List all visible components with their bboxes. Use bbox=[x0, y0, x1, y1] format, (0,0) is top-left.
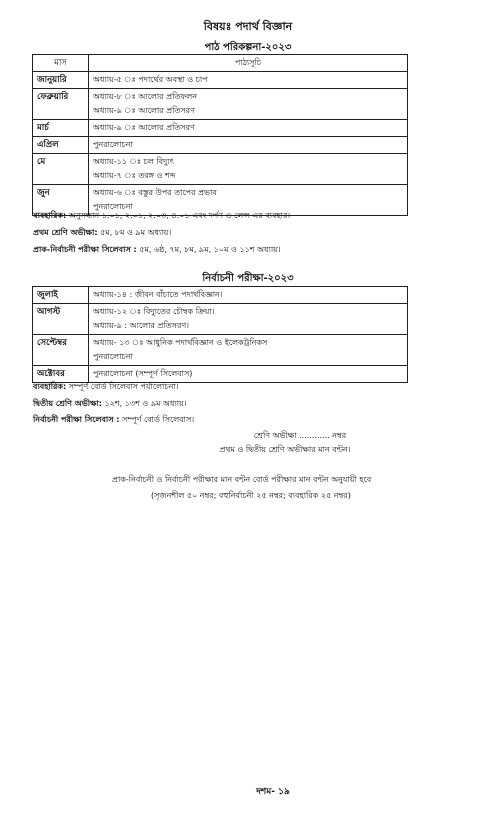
pre-selection-syllabus-note: প্রাক-নির্বাচনী পরীক্ষা সিলেবাস : ৫ম, ৬ষ্ঠ, ৭ম, ৮ম, ৯ম, ১০ম ও ১১শ অধ্যায়। bbox=[33, 245, 281, 254]
table-row bbox=[33, 89, 408, 120]
content-line: অধ্যায়-৮ ঃ আলোর প্রতিফলন bbox=[93, 92, 197, 101]
content-cell bbox=[89, 137, 408, 154]
content-line: পুনরালোচনা bbox=[93, 352, 133, 361]
content-line: অধ্যায়- ১৩ ঃ আধুনিক পদার্থবিজ্ঞান ও ইলেকট্রনিকস bbox=[93, 338, 268, 347]
lesson-plan-table bbox=[32, 54, 408, 216]
content-line: পুনরালোচনা bbox=[93, 202, 133, 211]
month-cell: মার্চ bbox=[33, 120, 89, 137]
content-line: পুনরালোচনা (সম্পূর্ণ সিলেবাস) bbox=[93, 369, 193, 378]
month-cell: জুন bbox=[33, 185, 89, 216]
table-row bbox=[33, 120, 408, 137]
month-cell: সেপ্টেম্বর bbox=[33, 335, 89, 366]
month-cell: ফেব্রুয়ারি bbox=[33, 89, 89, 120]
content-cell bbox=[89, 154, 408, 185]
first-test-note: প্রথম শ্রেণি অভীক্ষা: ৫ম, ৮ম ও ৯ম অধ্যায়। bbox=[33, 228, 172, 237]
table-header-row bbox=[33, 55, 408, 72]
class-test-marks: শ্রেণি অভীক্ষা ............ নম্বর bbox=[253, 431, 347, 440]
content-line: অধ্যায়-১১ ঃ চল বিদ্যুৎ bbox=[93, 157, 174, 166]
content-line: অধ্যায়-৯ ঃ আলোর প্রতিসরণ bbox=[93, 123, 195, 132]
content-cell bbox=[89, 89, 408, 120]
content-line: পুনরালোচনা bbox=[93, 140, 133, 149]
lesson-plan-title: পাঠ পরিকল্পনা-২০২৩ bbox=[204, 42, 292, 53]
content-cell bbox=[89, 287, 408, 304]
table-row bbox=[33, 335, 408, 366]
table-row bbox=[33, 304, 408, 335]
content-cell bbox=[89, 366, 408, 383]
content-line: অধ্যায়-৯ : আলোর প্রতিসরণ। bbox=[93, 321, 190, 330]
month-cell: আগস্ট bbox=[33, 304, 89, 335]
subject-title: বিষয়ঃ পদার্থ বিজ্ঞান bbox=[203, 20, 293, 33]
content-line: অধ্যায়-১২ ঃ বিদ্যুতের চৌম্বক ক্রিয়া। bbox=[93, 307, 215, 316]
content-cell bbox=[89, 335, 408, 366]
table-row bbox=[33, 366, 408, 383]
content-line: অধ্যায়-৬ ঃ বস্তুর উপর তাপের প্রভাব bbox=[93, 188, 217, 197]
table-row bbox=[33, 137, 408, 154]
selection-syllabus-note: নির্বাচনী পরীক্ষা সিলেবাস : সম্পূর্ণ বোর্ড সিলেবাস। bbox=[33, 415, 195, 424]
page-number: দশম- ১৯ bbox=[256, 787, 290, 797]
content-line: অধ্যায়-৭ ঃ তরঙ্গ ও শব্দ bbox=[93, 171, 176, 180]
month-cell: মে bbox=[33, 154, 89, 185]
content-cell bbox=[89, 72, 408, 89]
content-cell bbox=[89, 120, 408, 137]
selection-practical-note: ব্যবহারিক: সম্পূর্ণ বোর্ড সিলেবাস পর্যালোচনা। bbox=[33, 382, 179, 391]
header-syllabus: পাঠ্যসূচি bbox=[89, 55, 408, 72]
second-test-note: দ্বিতীয় শ্রেণি অভীক্ষা: ১২শ, ১৩শ ও ৯ম অধ্যায়। bbox=[33, 399, 187, 408]
exam-marks-rule: প্রাক-নির্বাচনী ও নির্বাচনী পরীক্ষার মান বন্টন বোর্ড পরীক্ষার মান বন্টন অনুযায়ী হবে bbox=[112, 475, 372, 484]
table-row bbox=[33, 287, 408, 304]
selection-exam-table bbox=[32, 286, 408, 383]
marks-distribution-note: প্রথম ও দ্বিতীয় শ্রেণি অভীক্ষার মান বন্টন। bbox=[219, 445, 351, 454]
table-row bbox=[33, 154, 408, 185]
table-row bbox=[33, 72, 408, 89]
month-cell: এপ্রিল bbox=[33, 137, 89, 154]
content-cell bbox=[89, 304, 408, 335]
marks-breakdown: (সৃজনশীল ৫০ নম্বর; বহুনির্বাচনী ২৫ নম্বর; ব্যবহারিক ২৫ নম্বর) bbox=[151, 491, 351, 500]
month-cell: অক্টোবর bbox=[33, 366, 89, 383]
practical-note: ব্যবহারিক: অনুসন্ধান ১.০১, ২.০১, ২.০৩, ৪.০১ এবং দর্পণ ও লেন্স এর ব্যবহার। bbox=[33, 211, 291, 220]
content-line: অধ্যায়-৫ ঃ পদার্থের অবস্থা ও চাপ bbox=[93, 75, 208, 84]
content-line: অধ্যায়-১৪ : জীবন বাঁচাতে পদার্থবিজ্ঞান। bbox=[93, 290, 223, 299]
content-line: অধ্যায়-৯ ঃ আলোর প্রতিসরণ bbox=[93, 106, 195, 115]
selection-exam-title: নির্বাচনী পরীক্ষা-২০২৩ bbox=[202, 273, 294, 284]
header-month: মাস bbox=[33, 55, 89, 72]
month-cell: জানুয়ারি bbox=[33, 72, 89, 89]
month-cell: জুলাই bbox=[33, 287, 89, 304]
